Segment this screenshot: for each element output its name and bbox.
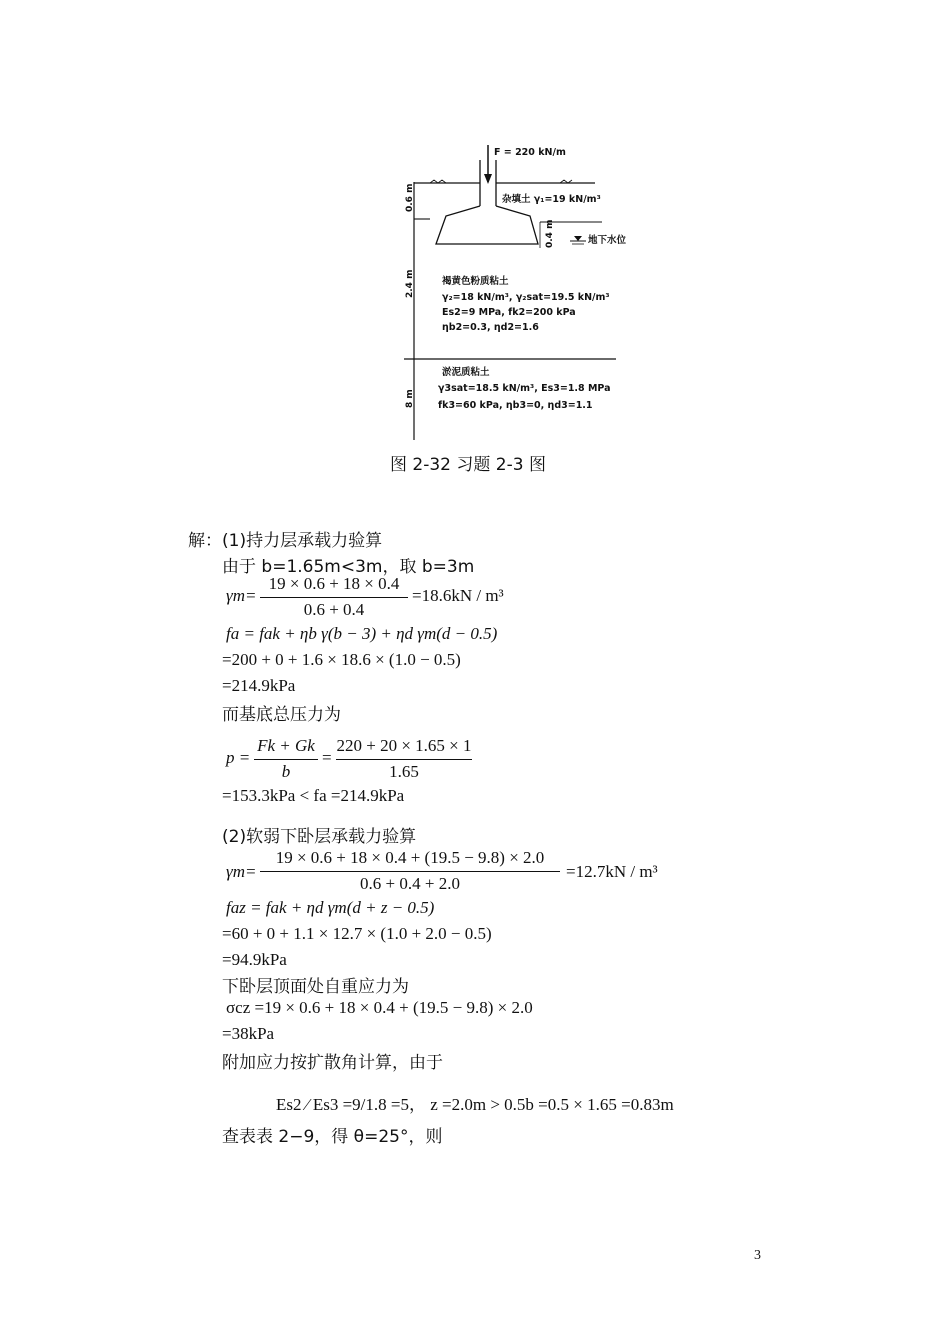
- heading-weak-layer: (2)软弱下卧层承载力验算: [222, 827, 417, 847]
- faz-substitution: =60 + 0 + 1.1 × 12.7 × (1.0 + 2.0 − 0.5): [222, 924, 492, 943]
- faz-result: =94.9kPa: [222, 950, 287, 969]
- pressure-text: 而基底总压力为: [222, 705, 341, 725]
- heading-bearing-layer: 解：(1)持力层承载力验算: [188, 531, 383, 551]
- sigma-cz-result: =38kPa: [222, 1024, 275, 1043]
- gamma-m2-lhs: γm=: [226, 862, 257, 881]
- figure-caption: 图 2-32 习题 2-3 图: [390, 455, 546, 475]
- p-fraction-2: [336, 736, 472, 782]
- layer3-name: 淤泥质粘土: [442, 367, 490, 378]
- layer2-line3: ηb2=0.3, ηd2=1.6: [442, 322, 539, 333]
- page-number: 3: [754, 1248, 761, 1263]
- line-b-choice: 由于 b=1.65m<3m，取 b=3m: [222, 557, 475, 577]
- p-fraction-1: [254, 736, 318, 782]
- gamma-m2-result: =12.7kN / m³: [566, 862, 658, 881]
- gamma-m2-fraction: [260, 848, 560, 894]
- gamma-m2-numerator: 19 × 0.6 + 18 × 0.4 + (19.5 − 9.8) × 2.0: [275, 848, 545, 867]
- layer3-line1: γ3sat=18.5 kN/m³, Es3=1.8 MPa: [438, 383, 611, 394]
- spread-angle-text: 附加应力按扩散角计算，由于: [222, 1053, 443, 1073]
- p-denominator-1: b: [281, 762, 291, 781]
- dim-mid-label: 2.4 m: [405, 269, 415, 298]
- gamma-m-numerator: 19 × 0.6 + 18 × 0.4: [268, 574, 400, 593]
- gamma-m-result: =18.6kN / m³: [412, 586, 504, 605]
- dim-water-label: 0.4 m: [545, 219, 555, 248]
- gamma-m2-denominator: 0.6 + 0.4 + 2.0: [360, 874, 460, 893]
- sigma-cz-formula: σcz =19 × 0.6 + 18 × 0.4 + (19.5 − 9.8) × 2.0: [226, 998, 533, 1017]
- soil-profile-figure: [390, 140, 630, 445]
- faz-formula: faz = fak + ηd γm(d + z − 0.5): [226, 898, 435, 917]
- p-numerator-2: 220 + 20 × 1.65 × 1: [336, 736, 472, 755]
- modulus-ratio-line: Es2 ⁄ Es3 =9/1.8 =5， z =2.0m > 0.5b =0.5 × 1.65 =0.83m: [276, 1095, 674, 1114]
- p-numerator-1: Fk + Gk: [257, 736, 315, 755]
- p-equals: =: [322, 748, 332, 767]
- load-label: F = 220 kN/m: [494, 147, 566, 158]
- p-lhs: p =: [226, 748, 251, 767]
- p-result: =153.3kPa < fa =214.9kPa: [222, 786, 405, 805]
- fa-formula: fa = fak + ηb γ(b − 3) + ηd γm(d − 0.5): [226, 624, 498, 643]
- fa-result: =214.9kPa: [222, 676, 296, 695]
- fa-substitution: =200 + 0 + 1.6 × 18.6 × (1.0 − 0.5): [222, 650, 461, 669]
- p-denominator-2: 1.65: [389, 762, 419, 781]
- layer2-line1: γ₂=18 kN/m³, γ₂sat=19.5 kN/m³: [442, 292, 610, 303]
- layer3-line2: fk3=60 kPa, ηb3=0, ηd3=1.1: [438, 400, 593, 411]
- gamma-m-lhs: γm=: [226, 586, 257, 605]
- table-lookup-line: 查表表 2−9，得 θ=25°，则: [222, 1127, 443, 1147]
- layer2-name: 褐黄色粉质粘土: [442, 276, 509, 287]
- dim-top-label: 0.6 m: [405, 183, 415, 212]
- self-weight-text: 下卧层顶面处自重应力为: [222, 977, 409, 997]
- water-level-label: 地下水位: [588, 235, 627, 246]
- dim-bottom-label: 8 m: [405, 389, 415, 408]
- gamma-m-fraction: [260, 574, 408, 620]
- gamma-m-denominator: 0.6 + 0.4: [303, 600, 365, 619]
- layer1-label: 杂填土 γ₁=19 kN/m³: [502, 194, 601, 205]
- layer2-line2: Es2=9 MPa, fk2=200 kPa: [442, 307, 576, 318]
